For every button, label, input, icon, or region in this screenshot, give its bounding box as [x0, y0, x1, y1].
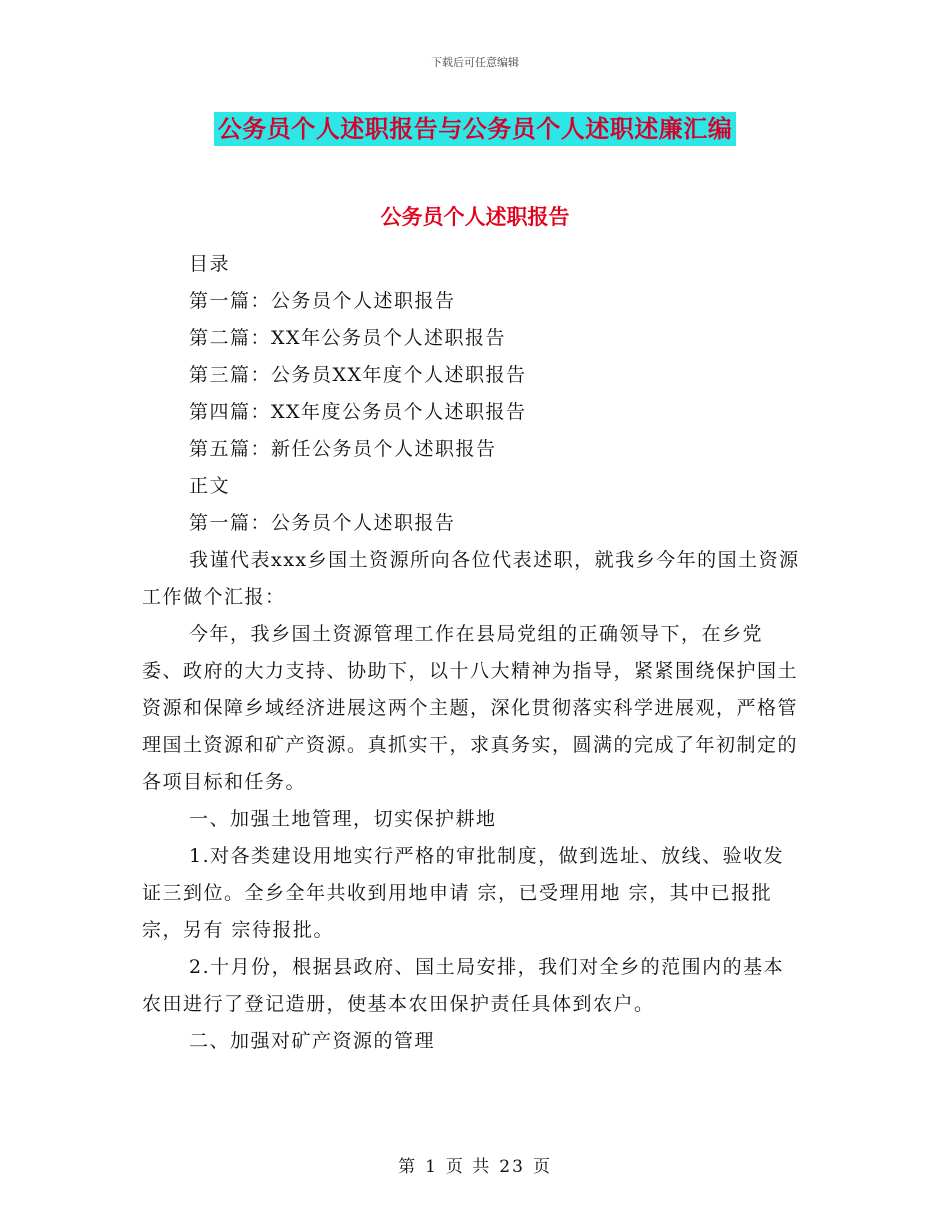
section-title: 第一篇：公务员个人述职报告	[189, 512, 456, 534]
toc-item-5: 第五篇：新任公务员个人述职报告	[189, 438, 497, 460]
toc-item-2: 第二篇：XX年公务员个人述职报告	[189, 327, 507, 349]
sub-title: 公务员个人述职报告	[380, 205, 570, 229]
document-body	[142, 246, 802, 1060]
total-pages: 23	[499, 1157, 525, 1177]
page-footer	[0, 1152, 950, 1177]
main-title-container	[0, 112, 950, 146]
paragraph-3: 一、加强土地管理，切实保护耕地	[189, 808, 497, 830]
toc-item-1: 第一篇：公务员个人述职报告	[189, 290, 456, 312]
main-title: 公务员个人述职报告与公务员个人述职述廉汇编	[214, 112, 737, 146]
toc-heading: 目录	[189, 253, 231, 275]
paragraph-5: 2.十月份，根据县政府、国土局安排，我们对全乡的范围内的基本农田进行了登记造册，使基本农田保护责任具体到农户。	[142, 956, 785, 1015]
page-number: 1	[425, 1157, 438, 1177]
page-label-prefix: 第	[398, 1157, 418, 1177]
toc-item-3: 第三篇：公务员XX年度个人述职报告	[189, 364, 527, 386]
paragraph-6: 二、加强对矿产资源的管理	[189, 1030, 436, 1052]
header-note: 下载后可任意编辑	[431, 56, 519, 69]
toc-item-4: 第四篇：XX年度公务员个人述职报告	[189, 401, 527, 423]
page-label-suffix: 页	[532, 1157, 552, 1177]
paragraph-1: 我谨代表xxx乡国土资源所向各位代表述职，就我乡今年的国土资源工作做个汇报：	[142, 549, 800, 608]
main-text-label: 正文	[189, 475, 231, 497]
paragraph-4: 1.对各类建设用地实行严格的审批制度，做到选址、放线、验收发证三到位。全乡全年共收到用地申请 宗，已受理用地 宗，其中已报批 宗，另有 宗待报批。	[142, 845, 785, 941]
page-label-mid: 页 共	[445, 1157, 492, 1177]
paragraph-2: 今年，我乡国土资源管理工作在县局党组的正确领导下，在乡党委、政府的大力支持、协助下，以十八大精神为指导，紧紧围绕保护国土资源和保障乡域经济进展这两个主题，深化贯彻落实科学进展观，严格管理国土资源和矿产资源。真抓实干，求真务实，圆满的完成了年初制定的各项目标和任务。	[142, 623, 799, 793]
